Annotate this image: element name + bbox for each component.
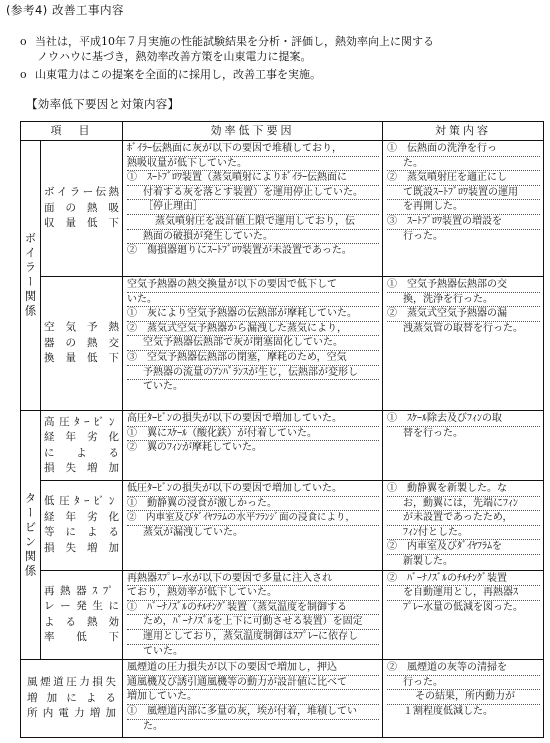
- cause-cell: 高圧ﾀｰﾋﾞﾝの損失が以下の要因で増加していた。 ① 翼にｽｹｰﾙ（酸化鉄）が付着していた。 ② 翼のﾌｨﾝが摩耗していた。: [123, 411, 383, 481]
- table-row: [21, 141, 544, 277]
- header-cause: 効率低下要因: [123, 122, 383, 141]
- bullet-line: ノウハウに基づき，熱効率改善方策を山東電力に提案。: [37, 50, 312, 63]
- reference-header: (参考4) 改善工事内容: [6, 3, 124, 17]
- group-label: タービン関係: [23, 491, 38, 579]
- bullet-line: 当社は，平成10年７月実施の性能試験結果を分析・評価し，熱効率向上に関する: [35, 35, 434, 48]
- measure-cell: ① 動静翼を新製した。な お，動翼には，先端にﾌｨﾝ が未設置であったため， ﾌｨﾝ付とした。 ② 内車室及びﾀﾞｲﾔﾌﾗﾑを 新製した。: [383, 481, 544, 571]
- section-title: 【効率低下要因と対策内容】: [26, 97, 180, 111]
- group-label: ボイラー関係: [23, 232, 38, 319]
- measure-cell: ① 伝熱面の洗浄を行っ た。 ② 蒸気噴射圧を適正にし て既設ｽｰﾄﾌﾞﾛﾜ装置の運用 を再開した。 ③ ｽｰﾄﾌﾞﾛﾜ装置の増設を 行った。: [383, 141, 544, 277]
- table-row: [21, 481, 544, 571]
- item-cell: 再熱器ｽﾌﾟ レー発生に よる熱効 率 低 下: [41, 570, 123, 660]
- table-row: [21, 411, 544, 481]
- bullet-mark: o: [20, 35, 27, 48]
- bullet-mark: o: [20, 68, 27, 81]
- group-boiler: [21, 141, 41, 411]
- cause-cell: ﾎﾞｲﾗｰ伝熱面に灰が以下の要因で堆積しており， 熱吸収量が低下していた。 ① ｽｰﾄﾌﾞﾛﾜ装置（蒸気噴射によりﾎﾞｲﾗｰ伝熱面に 付着する灰を落とす装置）を運用停止していた。 ［停止理由］ 蒸気噴射圧を設計値上限で運用しており，伝 熱面の破損が発生していた。 ② 傷損器廻りにｽｰﾄﾌﾞﾛﾜ装置が未設置であった。: [123, 141, 383, 277]
- item-cell: ボイラー伝熱 面の熱吸 収量低下: [41, 141, 123, 277]
- header-item: 項 目: [21, 122, 123, 141]
- measure-cell: ② ﾊﾞｰﾅﾉｽﾞﾙのﾁﾙﾁﾝｸﾞ装置 を自動運用とし，再熱器ｽ ﾌﾟﾚｰ水量の低減を図った。: [383, 570, 544, 660]
- countermeasure-table: [20, 121, 544, 738]
- table-row: [21, 570, 544, 660]
- item-cell: 低圧ﾀｰﾋﾞﾝ 経年劣化 等による 損失増加: [41, 481, 123, 571]
- item-cell: 高圧ﾀｰﾋﾞﾝ 経年劣化 に よ る 損失増加: [41, 411, 123, 481]
- cause-cell: 風煙道の圧力損失が以下の要因で増加し，押込 通風機及び誘引通風機等の動力が設計値に比べて 増加していた。 ① 風煙道内部に多量の灰，埃が付着，堆積してい た。: [123, 660, 383, 738]
- cause-cell: 空気予熱器の熱交換量が以下の要因で低下して いた。 ① 灰により空気予熱器の伝熱部が摩耗していた。 ② 蒸気式空気予熱器から漏洩した蒸気により， 空気予熱器伝熱部で灰が閉塞固化していた。 ③ 空気予熱器伝熱部の閉塞，摩耗のため，空気 予熱器の流量のｱﾝﾊﾞﾗﾝｽが生じ，伝熱部が変形し ていた。: [123, 277, 383, 411]
- table-row: [21, 660, 544, 738]
- table-row: [21, 277, 544, 411]
- cause-cell: 再熱器ｽﾌﾟﾚｰ水が以下の要因で多量に注入され ており，熱効率が低下していた。 ① ﾊﾞｰﾅﾉｽﾞﾙのﾁﾙﾁﾝｸﾞ装置（蒸気温度を制御する ため，ﾊﾞｰﾅﾉｽﾞﾙを上下に可動させる装置）を固定 運用としており，蒸気温度制御はｽﾌﾟﾚｰに依存し ていた。: [123, 570, 383, 660]
- item-cell: 風煙道圧力損失 増加による 所内電力増加: [21, 660, 123, 738]
- measure-cell: ② 風煙道の灰等の清掃を 行った。 その結果，所内動力が １割程度低減した。: [383, 660, 544, 738]
- bullet-line: 山東電力はこの提案を全面的に採用し，改善工事を実施。: [35, 68, 321, 81]
- item-cell: 空気予熱 器の熱交 換量低下: [41, 277, 123, 411]
- measure-cell: ① 空気予熱器伝熱部の交 換，洗浄を行った。 ② 蒸気式空気予熱器の漏 洩蒸気管の取替を行った。: [383, 277, 544, 411]
- measure-cell: ① ｽｹｰﾙ除去及びﾌｨﾝの取 替を行った。: [383, 411, 544, 481]
- cause-cell: 低圧ﾀｰﾋﾞﾝの損失が以下の要因で増加していた。 ① 動静翼の浸食が激しかった。 ② 内車室及びﾀﾞｲﾔﾌﾗﾑの水平ﾌﾗﾝｼﾞ面の浸食により， 蒸気が漏洩していた。: [123, 481, 383, 571]
- table-header-row: [21, 122, 544, 141]
- header-measure: 対策内容: [383, 122, 544, 141]
- group-turbine: [21, 411, 41, 660]
